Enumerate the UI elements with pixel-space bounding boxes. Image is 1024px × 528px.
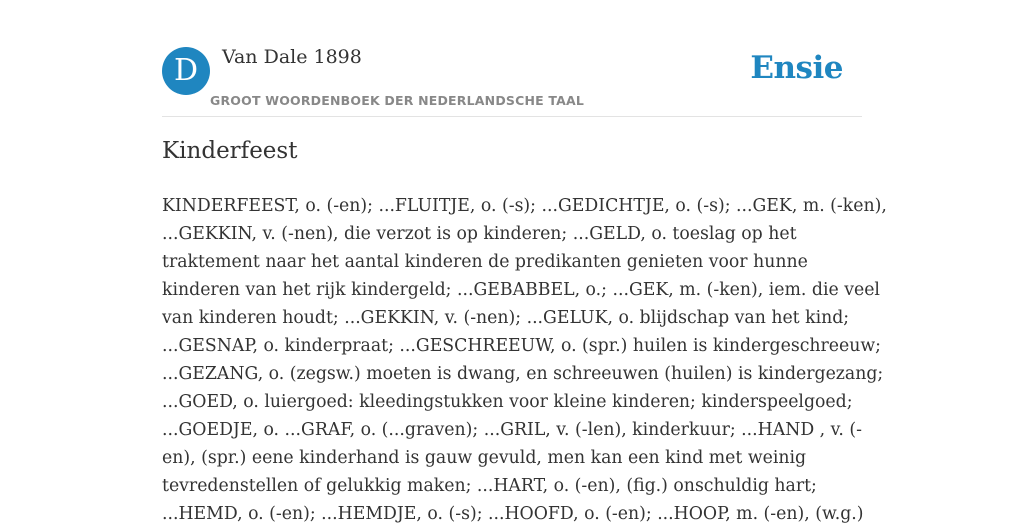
definition-line: van kinderen houdt; ...GEKKIN, v. (-nen); ...GELUK, o. blijdschap van het kind;: [162, 308, 850, 328]
definition-line: tevredenstellen of gelukkig maken; ...HART, o. (-en), (fig.) onschuldig hart;: [162, 476, 817, 496]
dictionary-logo[interactable]: D: [162, 47, 210, 95]
entry-definition: [162, 192, 887, 528]
definition-line: ...GEKKIN, v. (-nen), die verzot is op kinderen; ...GELD, o. toeslag op het: [162, 224, 797, 244]
site-header: [162, 44, 862, 117]
dictionary-subtitle: GROOT WOORDENBOEK DER NEDERLANDSCHE TAAL: [210, 93, 585, 108]
definition-line: traktement naar het aantal kinderen de predikanten genieten voor hunne: [162, 252, 808, 272]
definition-line: en), (spr.) eene kinderhand is gauw gevuld, men kan een kind met weinig: [162, 448, 807, 468]
definition-line: KINDERFEEST, o. (-en); ...FLUITJE, o. (-s); ...GEDICHTJE, o. (-s); ...GEK, m. (-ken),: [162, 196, 887, 216]
definition-line: ...GEZANG, o. (zegsw.) moeten is dwang, en schreeuwen (huilen) is kindergezang;: [162, 364, 884, 384]
definition-line: ...GOEDJE, o. ...GRAF, o. (...graven); ...GRIL, v. (-len), kinderkuur; ...HAND , v. (-: [162, 420, 862, 440]
definition-line: kinderen van het rijk kindergeld; ...GEBABBEL, o.; ...GEK, m. (-ken), iem. die veel: [162, 280, 880, 300]
ensie-brand-logo[interactable]: Ensie: [750, 50, 843, 86]
dictionary-title-link[interactable]: Van Dale 1898: [222, 46, 362, 68]
definition-line: ...HEMD, o. (-en); ...HEMDJE, o. (-s); ...HOOFD, o. (-en); ...HOOP, m. (-en), (w.g.): [162, 504, 864, 524]
definition-line: ...GESNAP, o. kinderpraat; ...GESCHREEUW, o. (spr.) huilen is kindergeschreeuw;: [162, 336, 881, 356]
entry-title: Kinderfeest: [162, 138, 298, 164]
definition-line: ...GOED, o. luiergoed: kleedingstukken voor kleine kinderen; kinderspeelgoed;: [162, 392, 853, 412]
